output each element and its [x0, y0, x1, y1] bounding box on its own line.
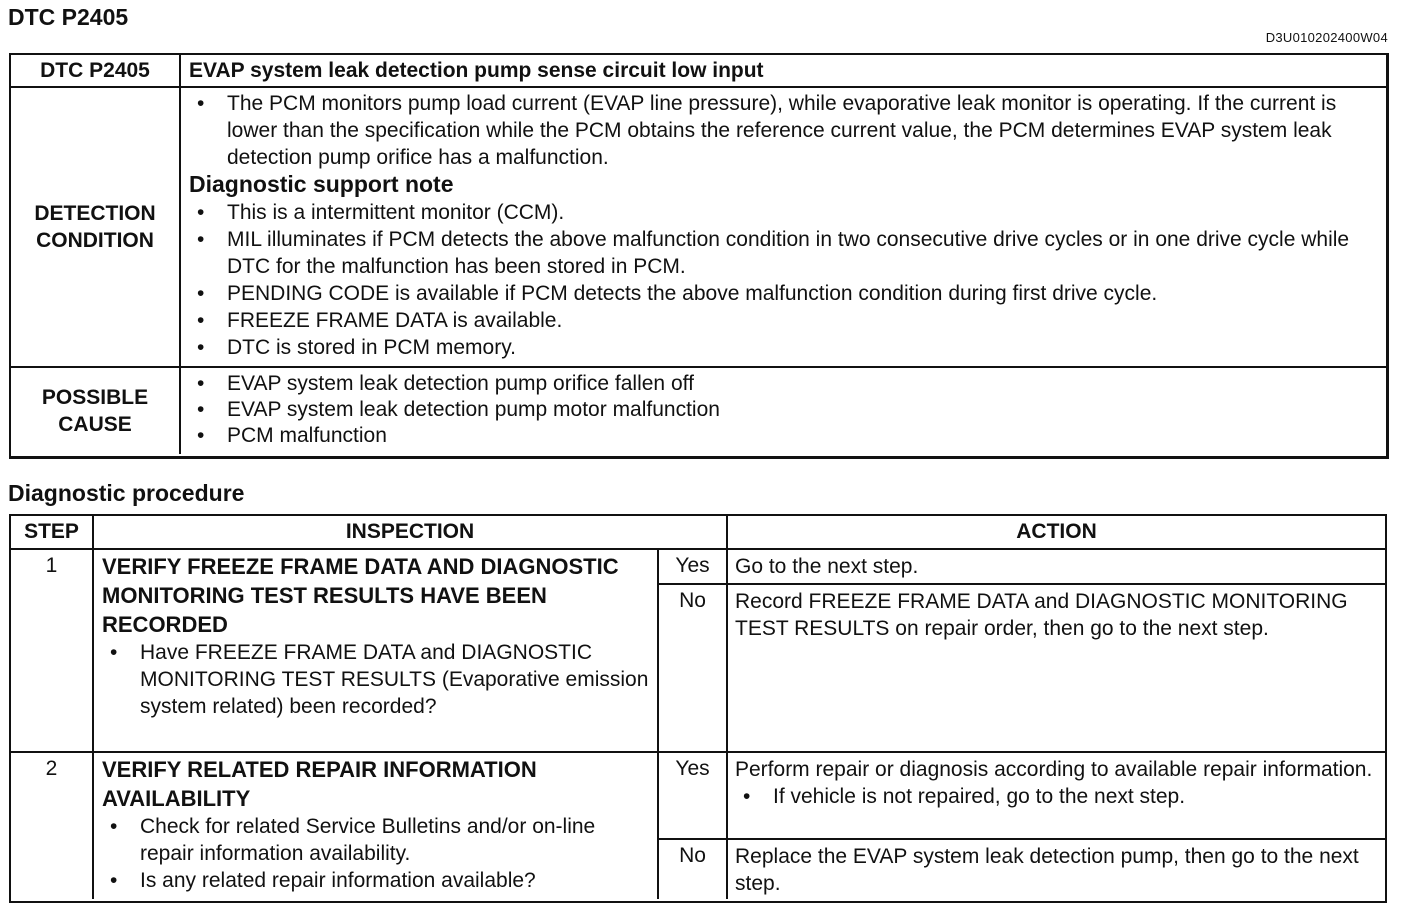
dtc-code-cell: DTC P2405 — [11, 55, 181, 86]
action-column-header: ACTION — [1016, 520, 1097, 543]
bullet-item: • The PCM monitors pump load current (EVAP line pressure), while evaporative leak monitor is operating. If the current is lower than the specification while the PCM obtains the reference current value, the PCM determines EVAP system leak detection pump orifice has a malfunction. — [189, 90, 1376, 171]
result-no-row — [659, 585, 1385, 751]
inspection-bullet-list — [102, 639, 651, 720]
step-results — [659, 550, 1385, 751]
inspection-column-header: INSPECTION — [94, 516, 728, 548]
bullet-item: • PENDING CODE is available if PCM detects the above malfunction condition during first drive cycle. — [189, 280, 1376, 307]
document-code: D3U010202400W04 — [1265, 30, 1388, 45]
bullet-item: • PCM malfunction — [189, 423, 1376, 449]
possible-cause-row — [11, 368, 1386, 454]
dtc-header-row — [11, 55, 1386, 88]
bullet-item: • DTC is stored in PCM memory. — [189, 334, 1376, 361]
yes-label: Yes — [659, 753, 728, 838]
inspection-title: VERIFY RELATED REPAIR INFORMATION AVAILABILITY — [102, 757, 537, 811]
detection-condition-label: DETECTION CONDITION — [11, 88, 181, 366]
cause-bullet-list — [189, 371, 1376, 449]
yes-label: Yes — [659, 550, 728, 583]
no-action: Record FREEZE FRAME DATA and DIAGNOSTIC MONITORING TEST RESULTS on repair order, then go to the next step. — [735, 590, 1348, 640]
page-title: DTC P2405 — [8, 4, 129, 30]
possible-cause-content — [181, 368, 1386, 454]
yes-action: Go to the next step. — [735, 555, 919, 578]
inspection-bullet-list — [102, 813, 651, 894]
step-inspection — [94, 753, 659, 899]
dtc-info-table — [9, 53, 1389, 459]
yes-action: Perform repair or diagnosis according to available repair information. — [735, 758, 1373, 781]
procedure-heading: Diagnostic procedure — [8, 480, 245, 506]
procedure-header-row — [11, 516, 1385, 550]
possible-cause-label: POSSIBLE CAUSE — [11, 368, 181, 454]
bullet-item: • Is any related repair information available? — [102, 867, 651, 894]
step-number: 1 — [11, 550, 94, 751]
yes-action-cell — [728, 753, 1385, 838]
bullet-item: • EVAP system leak detection pump motor malfunction — [189, 397, 1376, 423]
bullet-item: • FREEZE FRAME DATA is available. — [189, 307, 1376, 334]
bullet-item: • This is a intermittent monitor (CCM). — [189, 199, 1376, 226]
support-note-heading: Diagnostic support note — [189, 171, 454, 197]
bullet-item: • Check for related Service Bulletins and/or on-line repair information availability. — [102, 813, 651, 867]
detection-bullet-list — [189, 90, 1376, 171]
no-label: No — [659, 840, 728, 899]
no-action: Replace the EVAP system leak detection pump, then go to the next step. — [735, 845, 1359, 895]
result-yes-row — [659, 753, 1385, 840]
support-bullet-list — [189, 199, 1376, 361]
bullet-item: • MIL illuminates if PCM detects the above malfunction condition in two consecutive drive cycles or in one drive cycle while DTC for the malfunction has been stored in PCM. — [189, 226, 1376, 280]
step-results — [659, 753, 1385, 899]
step-inspection — [94, 550, 659, 751]
detection-condition-content — [181, 88, 1386, 366]
bullet-item: • EVAP system leak detection pump orifice fallen off — [189, 371, 1376, 397]
procedure-step-1 — [11, 550, 1385, 753]
bullet-item: • Have FREEZE FRAME DATA and DIAGNOSTIC MONITORING TEST RESULTS (Evaporative emission system related) been recorded? — [102, 639, 651, 720]
procedure-step-2 — [11, 753, 1385, 899]
result-yes-row — [659, 550, 1385, 585]
step-column-header: STEP — [11, 516, 94, 548]
yes-action-bullets — [735, 783, 1377, 810]
result-no-row — [659, 840, 1385, 899]
procedure-table — [9, 514, 1387, 903]
inspection-title: VERIFY FREEZE FRAME DATA AND DIAGNOSTIC MONITORING TEST RESULTS HAVE BEEN RECORDED — [102, 554, 619, 637]
detection-condition-row — [11, 88, 1386, 368]
step-number: 2 — [11, 753, 94, 899]
dtc-description: EVAP system leak detection pump sense circuit low input — [189, 59, 764, 82]
bullet-item: • If vehicle is not repaired, go to the next step. — [735, 783, 1377, 810]
no-label: No — [659, 585, 728, 751]
